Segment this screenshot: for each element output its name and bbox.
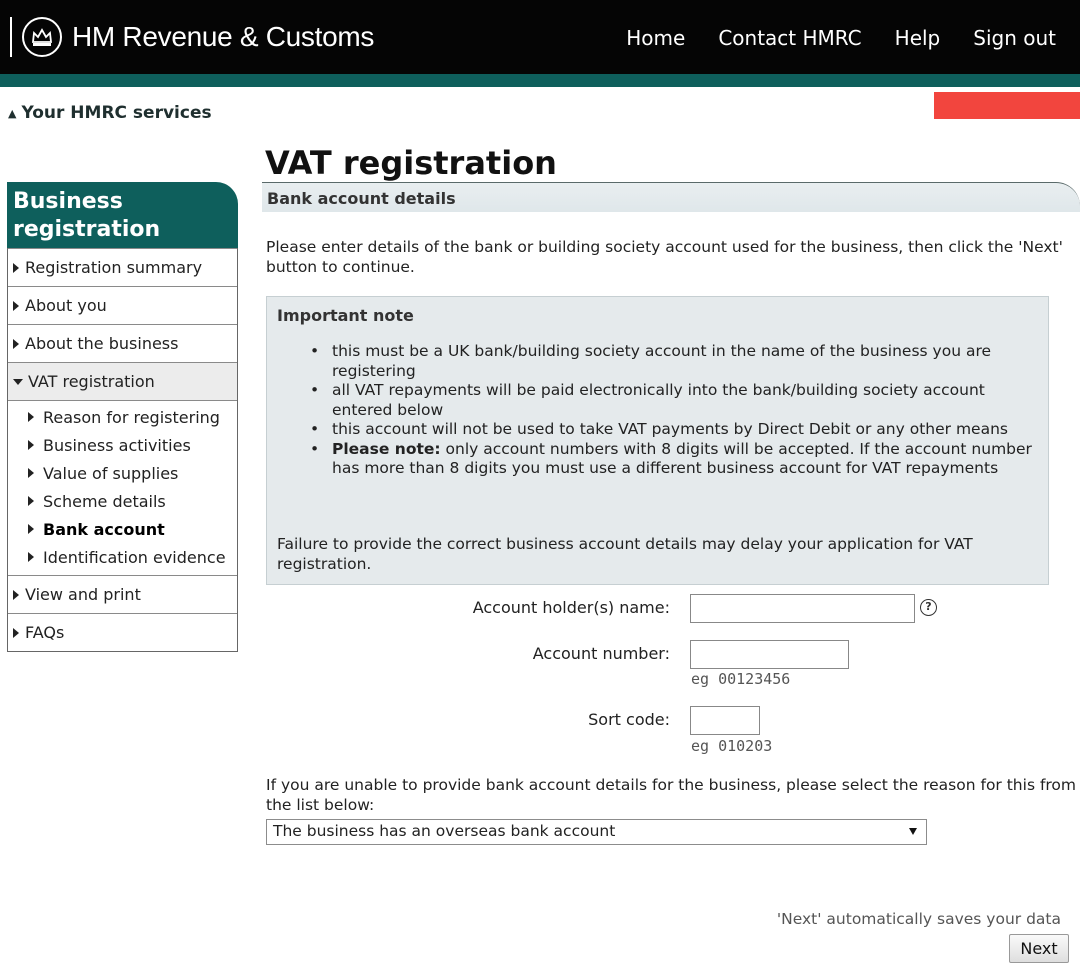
section-heading: Bank account details xyxy=(262,182,1080,212)
note-bullet: • all VAT repayments will be paid electronically into the bank/building society account entered below xyxy=(307,381,1047,420)
sidebar-subitem-label: Reason for registering xyxy=(43,407,220,427)
sidebar-item-about-you[interactable] xyxy=(8,286,237,324)
sidebar-subitem-identification[interactable] xyxy=(8,543,237,571)
sidebar-item-label: Registration summary xyxy=(25,258,203,277)
sidebar-item-vat-registration[interactable] xyxy=(8,362,237,400)
nav-signout-link[interactable]: Sign out xyxy=(973,26,1056,50)
chevron-right-icon xyxy=(13,339,19,349)
sort-code-input[interactable] xyxy=(690,706,760,735)
brand-name: HM Revenue & Customs xyxy=(72,21,375,52)
help-icon[interactable]: ? xyxy=(920,599,937,616)
alert-tab xyxy=(934,92,1080,119)
account-number-input[interactable] xyxy=(690,640,849,669)
note-bold-label: Please note: xyxy=(332,439,441,458)
sort-code-hint: eg 010203 xyxy=(691,737,773,755)
sidebar-subitem-scheme[interactable] xyxy=(8,487,237,515)
sidebar-list xyxy=(7,248,238,652)
page-title: VAT registration xyxy=(265,144,557,182)
next-button[interactable]: Next xyxy=(1009,934,1069,963)
chevron-right-icon xyxy=(13,590,19,600)
nav-home-link[interactable]: Home xyxy=(626,26,686,50)
note-bullet: • this account will not be used to take VAT payments by Direct Debit or any other means xyxy=(307,420,1047,440)
chevron-right-icon xyxy=(28,524,34,534)
header-stripe xyxy=(0,74,1080,87)
holder-name-input[interactable] xyxy=(690,594,915,623)
sidebar-subitem-reason[interactable] xyxy=(8,403,237,431)
chevron-right-icon xyxy=(13,263,19,273)
sidebar-subitem-bank-account[interactable] xyxy=(8,515,237,543)
note-bullet-important xyxy=(307,440,1047,479)
holder-name-label: Account holder(s) name: xyxy=(472,598,670,617)
chevron-right-icon xyxy=(28,412,34,422)
sidebar-subitem-label: Identification evidence xyxy=(43,547,226,567)
chevron-down-icon xyxy=(13,379,23,385)
chevron-right-icon xyxy=(13,628,19,638)
sidebar-subitem-supplies[interactable] xyxy=(8,459,237,487)
account-number-hint: eg 00123456 xyxy=(691,670,791,688)
note-footer: Failure to provide the correct business account details may delay your application for VAT registration. xyxy=(277,535,973,573)
account-number-label: Account number: xyxy=(532,644,670,663)
chevron-right-icon xyxy=(28,468,34,478)
services-link-label: Your HMRC services xyxy=(21,103,212,123)
reason-select-value: The business has an overseas bank account xyxy=(273,822,616,840)
sidebar-title: Business registration xyxy=(7,182,238,248)
services-link[interactable] xyxy=(8,103,212,123)
chevron-right-icon xyxy=(28,496,34,506)
sidebar-item-registration-summary[interactable] xyxy=(8,248,237,286)
top-nav xyxy=(626,26,1056,50)
crown-crest-icon xyxy=(22,17,62,57)
sidebar-subitem-label: Value of supplies xyxy=(43,463,179,483)
chevron-right-icon xyxy=(13,301,19,311)
note-title: Important note xyxy=(277,306,414,325)
sidebar-item-faqs[interactable] xyxy=(8,613,237,651)
sidebar xyxy=(7,182,238,652)
select-caret-icon xyxy=(909,828,917,835)
sidebar-sublist xyxy=(8,400,237,575)
autosave-note: 'Next' automatically saves your data xyxy=(776,910,1061,928)
sidebar-subitem-label: Business activities xyxy=(43,435,191,455)
note-bold-text: only account numbers with 8 digits will be accepted. If the account number has more than 8 digits you must use a different business account for VAT repayments xyxy=(332,439,1032,477)
sidebar-subitem-label: Bank account xyxy=(43,519,165,539)
sidebar-subitem-label: Scheme details xyxy=(43,491,166,511)
brand-divider xyxy=(10,17,12,57)
reason-select[interactable] xyxy=(266,819,927,845)
triangle-up-icon: ▲ xyxy=(8,106,17,120)
sidebar-item-label: About you xyxy=(25,296,107,315)
nav-help-link[interactable]: Help xyxy=(894,26,941,50)
intro-text: Please enter details of the bank or building society account used for the business, then click the 'Next' button to continue. xyxy=(266,238,1063,276)
note-bullet: • this must be a UK bank/building society account in the name of the business you are registering xyxy=(307,342,1047,381)
nav-contact-link[interactable]: Contact HMRC xyxy=(718,26,862,50)
important-note-box xyxy=(266,296,1049,585)
sidebar-item-view-print[interactable] xyxy=(8,575,237,613)
sidebar-item-label: VAT registration xyxy=(28,372,155,391)
chevron-right-icon xyxy=(28,552,34,562)
sidebar-item-label: About the business xyxy=(25,334,179,353)
sidebar-item-about-business[interactable] xyxy=(8,324,237,362)
sort-code-label: Sort code: xyxy=(588,710,670,729)
sidebar-subitem-activities[interactable] xyxy=(8,431,237,459)
sidebar-item-label: View and print xyxy=(25,585,141,604)
brand-logo[interactable] xyxy=(10,14,374,60)
note-list xyxy=(307,342,1047,479)
chevron-right-icon xyxy=(28,440,34,450)
sidebar-item-label: FAQs xyxy=(25,623,65,642)
unable-explanation: If you are unable to provide bank account details for the business, please select the reason for this from the list below: xyxy=(266,776,1077,814)
site-header xyxy=(0,0,1080,74)
